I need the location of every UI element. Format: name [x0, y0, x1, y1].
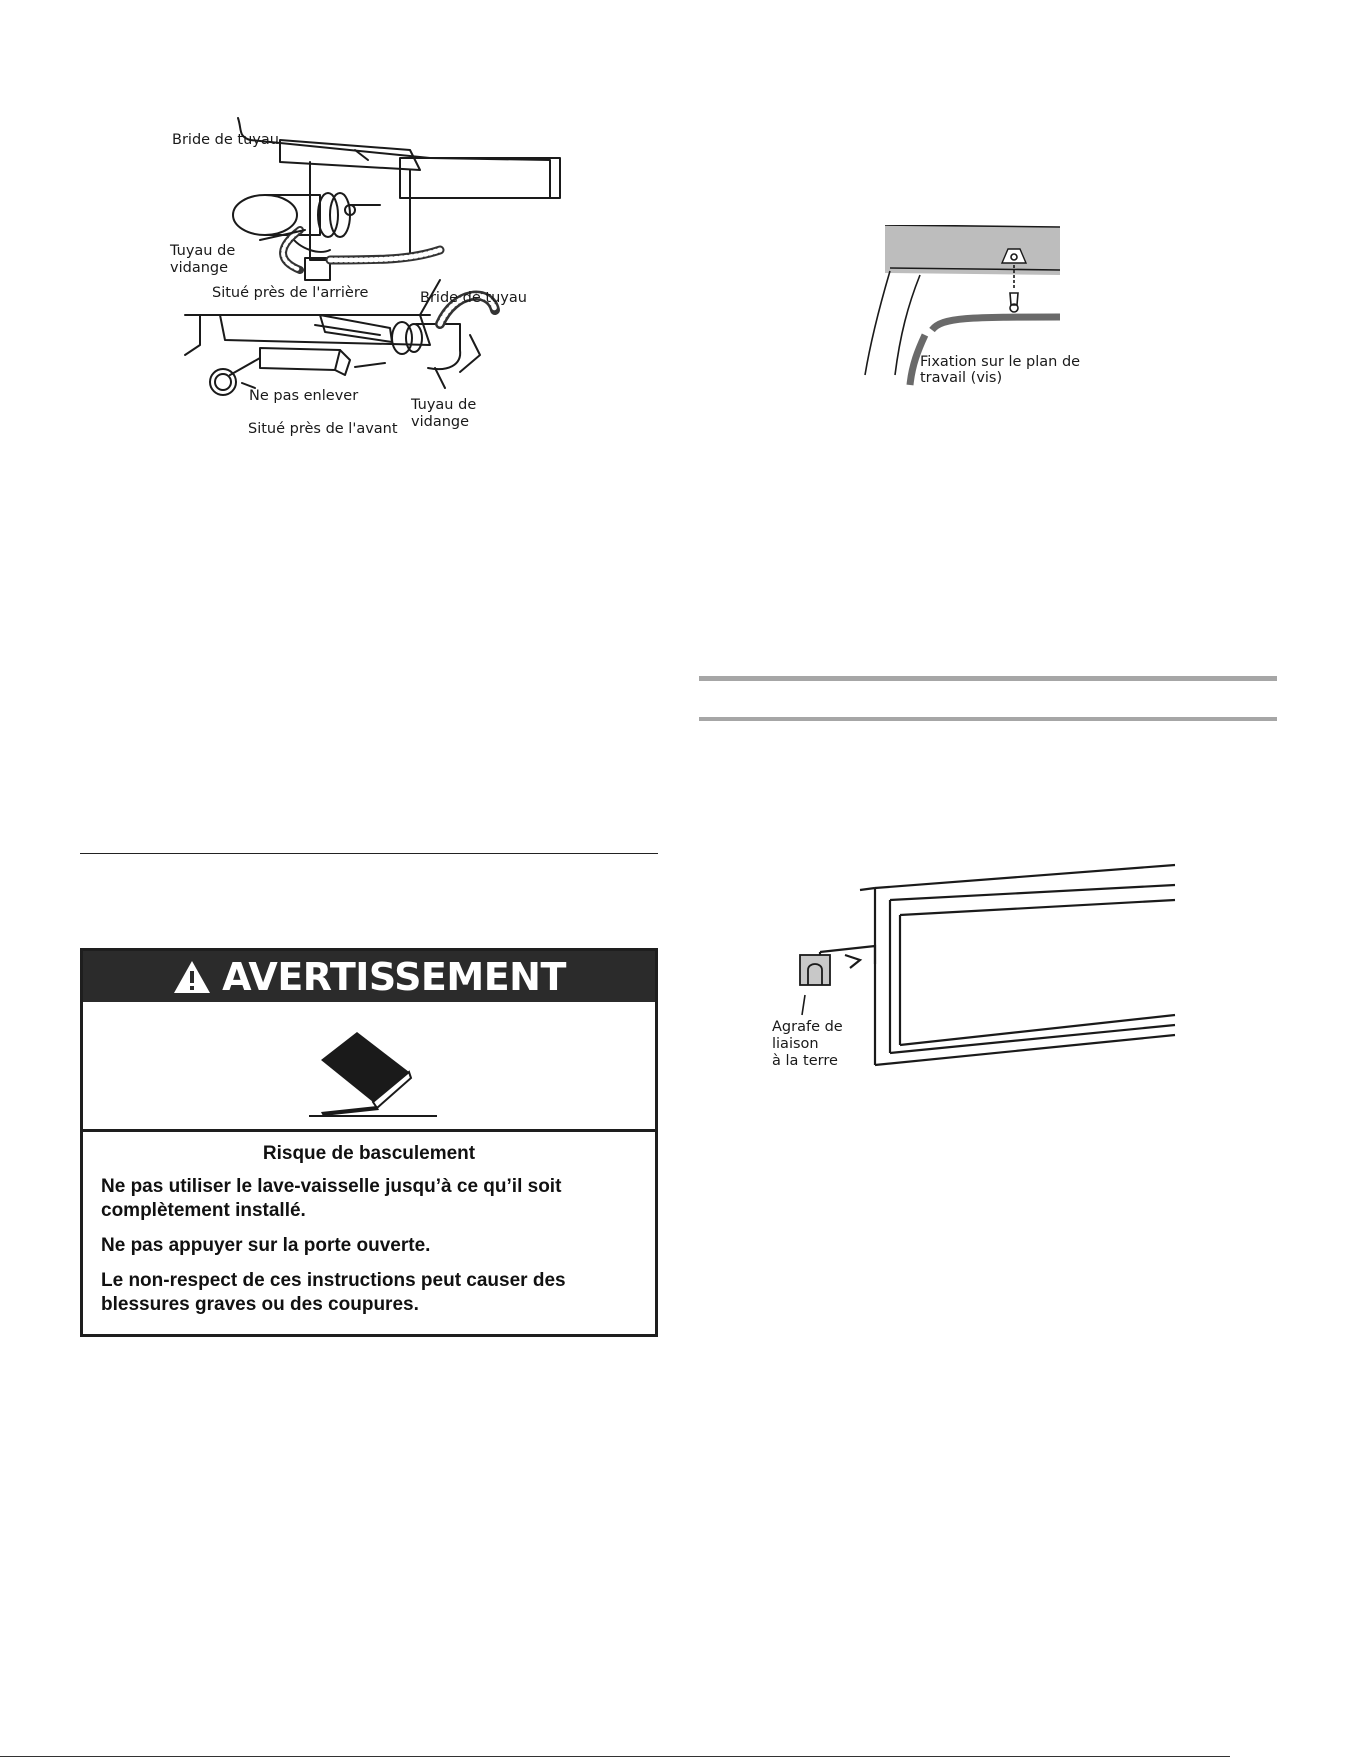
label-drain-hose-bottom-2: vidange — [411, 414, 470, 430]
warning-pictogram-zone — [83, 1002, 655, 1132]
label-ground-clip-3: à la terre — [772, 1053, 838, 1069]
drain-hose-illustration — [180, 110, 600, 440]
label-ground-clip-2: liaison — [772, 1036, 819, 1052]
label-countertop-mount-2: travail (vis) — [920, 370, 1003, 386]
warning-paragraph-3: Le non-respect de ces instructions peut causer des blessures graves ou des coupures. — [101, 1270, 566, 1315]
label-drain-hose-top-2: vidange — [170, 260, 229, 276]
warning-header-text: AVERTISSEMENT — [222, 954, 566, 999]
warning-triangle-icon — [172, 959, 212, 995]
label-ground-clip-1: Agrafe de — [772, 1019, 843, 1035]
label-hose-clamp-top: Bride de tuyau — [172, 132, 279, 148]
section-divider-right-bottom — [699, 717, 1277, 721]
warning-title: Risque de basculement — [262, 1143, 476, 1164]
ground-clip-figure — [770, 860, 1190, 1080]
label-drain-hose-bottom-1: Tuyau de — [411, 397, 477, 413]
label-hose-clamp-bottom: Bride de tuyau — [420, 290, 527, 306]
warning-text-zone — [83, 1132, 655, 1328]
label-located-rear: Situé près de l'arrière — [212, 285, 369, 301]
ground-clip-illustration — [770, 860, 1190, 1080]
warning-paragraph-1: Ne pas utiliser le lave-vaisselle jusqu’à ce qu’il soit complètement installé. — [101, 1176, 562, 1221]
drain-hose-figure — [170, 110, 600, 440]
label-drain-hose-top-1: Tuyau de — [170, 243, 236, 259]
label-located-front: Situé près de l'avant — [248, 421, 398, 437]
label-do-not-remove: Ne pas enlever — [249, 388, 359, 404]
warning-paragraph-2: Ne pas appuyer sur la porte ouverte. — [101, 1235, 431, 1256]
tip-over-warning-box — [80, 948, 658, 1337]
section-divider-right-top — [699, 676, 1277, 681]
label-countertop-mount-1: Fixation sur le plan de — [920, 354, 1081, 370]
tipping-dishwasher-icon — [309, 1032, 437, 1122]
section-divider-left — [80, 853, 658, 854]
page-bottom-rule — [0, 1756, 1230, 1757]
countertop-mount-figure — [860, 225, 1100, 400]
warning-header — [83, 951, 655, 1002]
